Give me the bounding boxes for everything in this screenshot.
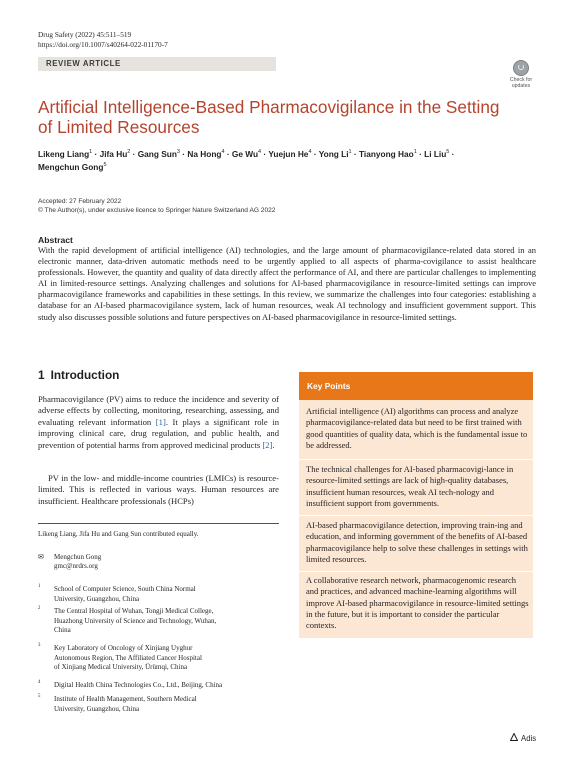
- affiliation: The Central Hospital of Wuhan, Tongji Medical College, Huazhong University of Science and Technology, Wuhan, China: [54, 607, 217, 634]
- key-point-item: Artificial intelligence (AI) algorithms can process and analyze pharmacovigilance-related data but need to be first trained with good quantities of quality data, which is the fundamental issue to be addressed.: [306, 406, 528, 450]
- check-for-updates-badge[interactable]: [507, 60, 535, 90]
- journal-citation: Drug Safety (2022) 45:511–519: [38, 30, 132, 39]
- abstract-text: With the rapid development of artificial intelligence (AI) technologies, and the large amount of pharmacovigilance-related data stored in an electronic manner, data-driven automatic methods need to be urgently applied to all aspects of pharma-covigilance to assist healthcare professionals. However, the quantity and quality of data directly affect the performance of AI, and there are particular challenges to implementing AI in limited-resource settings. Analyzing challenges and solutions for AI-based pharmacovigilance in resource-limited settings can improve pharmacovigilance frameworks and capabilities in these settings. In this review, we summarize the challenges into four categories: establishing a database for an AI-based pharmacovigilance system, lack of human resources, weak AI technology and insufficient government support. This study also discusses possible solutions and future perspectives on AI-based pharmacovigilance in resource-limited settings.: [38, 245, 536, 322]
- author-list: [38, 147, 548, 173]
- author-name[interactable]: Likeng Liang: [38, 148, 90, 159]
- intro-paragraph: Pharmacovigilance (PV) aims to reduce the incidence and severity of adverse effects by collecting, monitoring, researching, assessing, and evaluating relevant information [1]. It plays a significant role in improving clinical care, drug regulation, and public health, and prevention of potential harms from approved medicinal products [2].: [38, 394, 279, 450]
- author-affiliation: 3: [176, 149, 180, 155]
- corresponding-name: Mengchun Gong: [54, 553, 102, 561]
- title-line: of Limited Resources: [38, 117, 200, 137]
- author-affiliation: 1: [89, 149, 93, 155]
- affiliation-number: 3: [38, 643, 41, 648]
- corresponding-email[interactable]: gmc@nrdrs.org: [54, 562, 98, 570]
- author-affiliation: 5: [446, 149, 450, 155]
- author-affiliation: 5: [103, 162, 107, 169]
- key-point-divider: [299, 515, 533, 516]
- key-point-item: The technical challenges for AI-based pharmacovigi-lance in resource-limited settings are lack of high-quality databases, insufficient human resources, weak AI tech-nology and insufficient support from governments.: [306, 464, 514, 508]
- check-updates-icon: [513, 60, 529, 76]
- author-line: Likeng Liang$^1$ · Jifa $Hu^2$ · Gang Sun$^3$ · Na Hong$^4$ · Ge $Wu^4$ · Yuejun $He^4$ · Yong $Li^1$ · Tianyong Hao$^1$ · Li Liu$^5$ ·: [38, 148, 455, 159]
- author-affiliation: 2: [127, 149, 131, 155]
- corresponding-author: [54, 553, 101, 571]
- key-points-header: [299, 372, 533, 400]
- key-point-divider: [299, 571, 533, 572]
- check-updates-text: Check for updates: [509, 77, 533, 89]
- article-title: [38, 97, 508, 137]
- author-name[interactable]: Yuejun He: [268, 148, 309, 159]
- title-line: Artificial Intelligence-Based Pharmacovigilance in the Setting: [38, 97, 500, 117]
- contribution-note: Likeng Liang, Jifa Hu and Gang Sun contributed equally.: [38, 530, 199, 538]
- affiliation-number: 2: [38, 606, 41, 611]
- author-affiliation: 1: [348, 149, 352, 155]
- doi-link[interactable]: https://doi.org/10.1007/s40264-022-01170-7: [38, 40, 168, 49]
- copyright-notice: © The Author(s), under exclusive licence to Springer Nature Switzerland AG 2022: [38, 207, 276, 214]
- author-name[interactable]: Tianyong Hao: [358, 148, 414, 159]
- author-name[interactable]: Na Hong: [187, 148, 222, 159]
- author-line: [38, 160, 548, 173]
- author-affiliation: 4: [308, 149, 312, 155]
- author-name[interactable]: Jifa Hu: [99, 148, 128, 159]
- section-number: 1: [38, 368, 45, 382]
- author-name[interactable]: Mengchun Gong: [38, 161, 104, 172]
- adis-triangle-icon: [510, 733, 518, 741]
- author-name[interactable]: Yong Li: [318, 148, 349, 159]
- affiliation: School of Computer Science, South China Normal University, Guangzhou, China: [54, 585, 196, 603]
- affiliation-number: 4: [38, 680, 41, 685]
- author-affiliation: 1: [413, 149, 417, 155]
- author-name[interactable]: Li Liu: [424, 148, 447, 159]
- author-name[interactable]: Gang Sun: [137, 148, 177, 159]
- affiliation: Key Laboratory of Oncology of Xinjiang Uyghur Autonomous Region, The Affiliated Cancer Hospital of Xinjiang Medical University, Ürümqi, China: [54, 644, 202, 671]
- key-points-box: [299, 372, 533, 638]
- affiliation-number: 1: [38, 584, 41, 589]
- publisher-name: Adis: [521, 734, 537, 743]
- key-points-heading: Key Points: [307, 381, 351, 391]
- section-heading: [38, 368, 119, 382]
- article-type-label: REVIEW ARTICLE: [46, 59, 121, 68]
- citation-link[interactable]: [2]: [262, 439, 273, 450]
- footnote-divider: [38, 523, 279, 524]
- envelope-icon: ✉: [38, 553, 44, 561]
- key-point-item: A collaborative research network, pharmacogenomic research and practices, and advanced machine-learning algorithms will improve AI-based pharmacovigilance in resource-limited settings in the future, but it is important to consider the particular contexts.: [306, 575, 529, 631]
- key-point-item: AI-based pharmacovigilance detection, improving train-ing and education, and informing government of the benefits of AI-based pharmacovigilance help to solve these challenges in settings with limited resources.: [306, 520, 528, 564]
- affiliation-number: 5: [38, 694, 41, 699]
- key-point-divider: [299, 459, 533, 460]
- abstract-heading: Abstract: [38, 235, 73, 245]
- accepted-date: Accepted: 27 February 2022: [38, 198, 122, 205]
- author-name[interactable]: Ge Wu: [231, 148, 259, 159]
- affiliation: Digital Health China Technologies Co., Ltd., Beijing, China: [54, 681, 223, 689]
- citation-link[interactable]: [1]: [155, 416, 166, 427]
- affiliation: Institute of Health Management, Southern Medical University, Guangzhou, China: [54, 695, 197, 713]
- author-affiliation: 4: [258, 149, 262, 155]
- article-type-banner: [38, 57, 276, 71]
- section-title: Introduction: [50, 368, 120, 382]
- author-affiliation: 4: [221, 149, 225, 155]
- publisher-logo: [510, 733, 536, 743]
- intro-paragraph: PV in the low- and middle-income countries (LMICs) is resource-limited. This is reflected in various ways. Human resources are insufficient. Healthcare professionals (HCPs): [38, 473, 279, 506]
